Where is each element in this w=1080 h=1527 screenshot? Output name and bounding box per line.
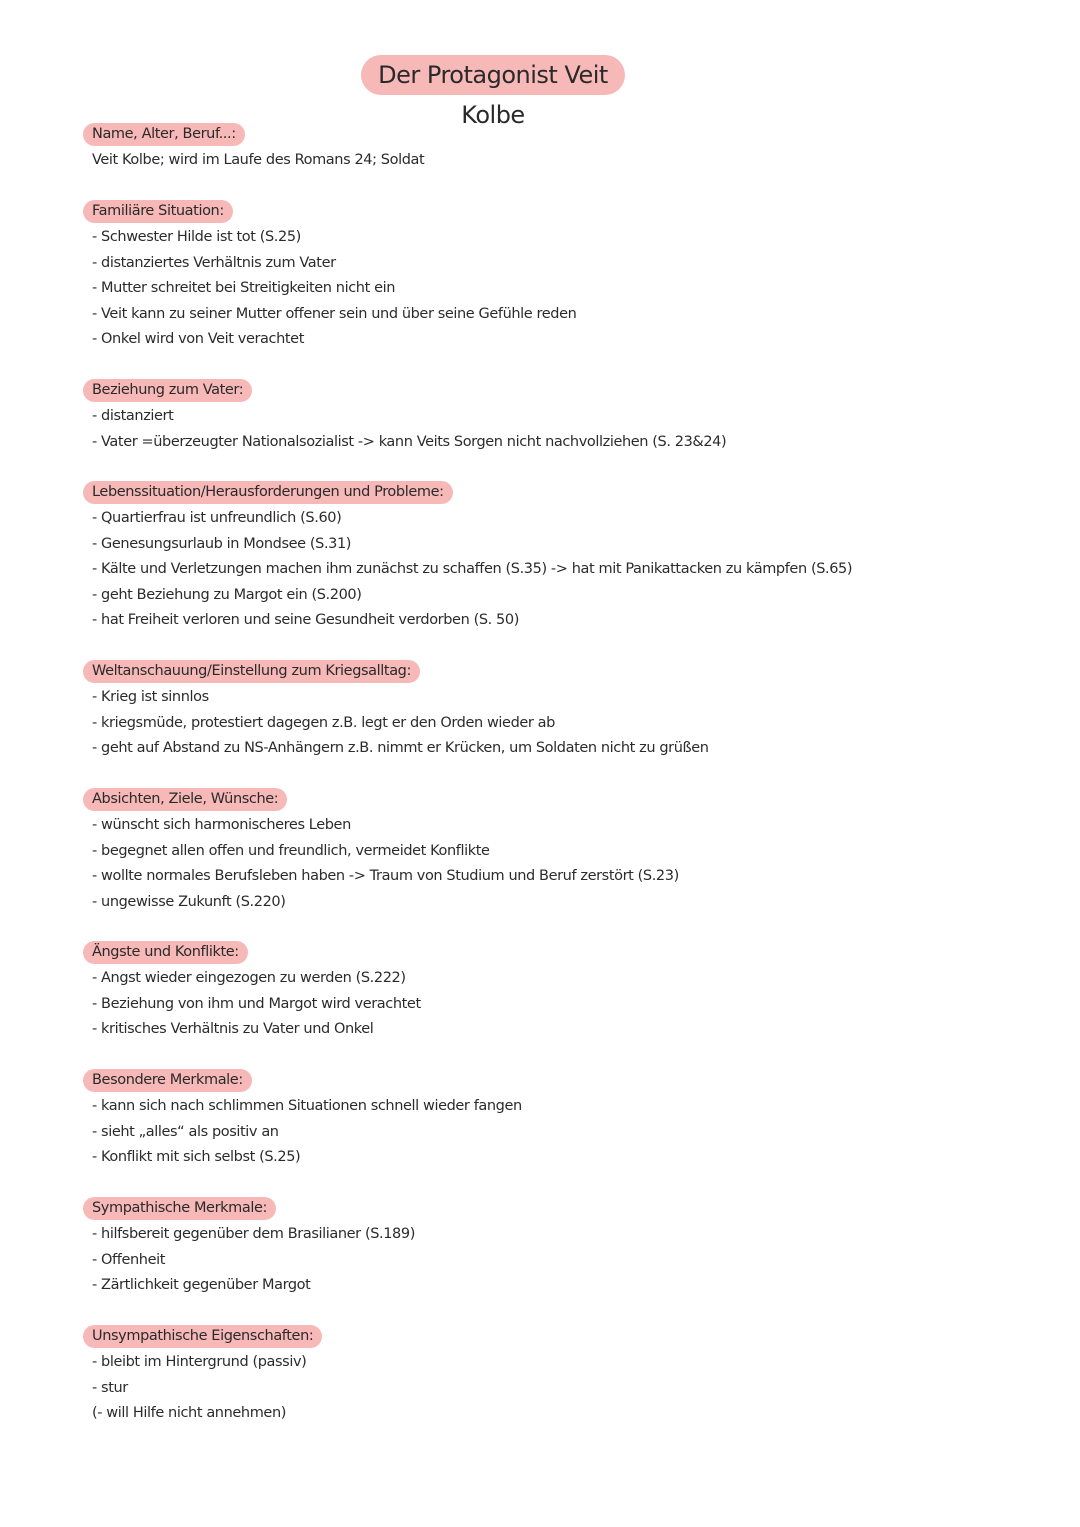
section-line: - distanziert [92,408,174,424]
section-line: - Onkel wird von Veit verachtet [92,331,304,348]
section-line: - Zärtlichkeit gegenüber Margot [92,1277,311,1294]
section-line: - Quartierfrau ist unfreundlich (S.60) [92,510,342,526]
section-lines [92,1094,522,1171]
section [83,481,852,634]
section-line: - bleibt im Hintergrund (passiv) [92,1354,307,1370]
section-line: - Krieg ist sinnlos [92,689,209,705]
section-lines [92,966,421,1043]
section [83,379,726,455]
section-lines [92,506,852,634]
section-line: - Konflikt mit sich selbst (S.25) [92,1149,301,1166]
section-line: - kriegsmüde, protestiert dagegen z.B. legt er den Orden wieder ab [92,714,555,731]
section-line: - sieht „alles“ als positiv an [92,1123,279,1140]
section [83,1069,522,1171]
section [83,660,709,762]
section-line: - Kälte und Verletzungen machen ihm zunächst zu schaffen (S.35) -> hat mit Panikattacken zu kämpfen (S.65) [92,561,853,578]
section-heading: Name, Alter, Beruf...: [83,123,245,146]
section-line: - Angst wieder eingezogen zu werden (S.222) [92,970,406,986]
section-line: - ungewisse Zukunft (S.220) [92,893,286,910]
section-line: - Mutter schreitet bei Streitigkeiten nicht ein [92,280,396,297]
section-heading: Weltanschauung/Einstellung zum Kriegsalltag: [83,660,420,683]
section [83,200,576,353]
section-heading: Ängste und Konflikte: [83,941,248,964]
section-line: - Beziehung von ihm und Margot wird verachtet [92,995,421,1012]
section-lines [92,685,709,762]
section-line: - begegnet allen offen und freundlich, vermeidet Konflikte [92,842,490,859]
section [83,1197,415,1299]
section-heading: Besondere Merkmale: [83,1069,252,1092]
section-heading: Familiäre Situation: [83,200,233,223]
section-lines [92,1222,415,1299]
section-line: - Vater =überzeugter Nationalsozialist -> kann Veits Sorgen nicht nachvollziehen (S. 23&24) [92,433,727,450]
section-line: - wollte normales Berufsleben haben -> Traum von Studium und Beruf zerstört (S.23) [92,868,679,885]
section-lines [92,1350,322,1427]
section [83,123,424,174]
section-line: - stur [92,1379,128,1396]
section-lines [92,148,424,174]
section-line: - hat Freiheit verloren und seine Gesundheit verdorben (S. 50) [92,612,519,629]
section-heading: Beziehung zum Vater: [83,379,252,402]
section [83,941,421,1043]
section [83,788,679,915]
section-line: - Offenheit [92,1251,165,1268]
section-line: - Veit kann zu seiner Mutter offener sein und über seine Gefühle reden [92,305,577,322]
section-line: - geht auf Abstand zu NS-Anhängern z.B. nimmt er Krücken, um Soldaten nicht zu grüßen [92,740,709,757]
section-line: - distanziertes Verhältnis zum Vater [92,254,336,271]
section-heading: Lebenssituation/Herausforderungen und Probleme: [83,481,453,504]
section-line: (- will Hilfe nicht annehmen) [92,1405,286,1422]
section-line: - geht Beziehung zu Margot ein (S.200) [92,586,362,603]
section-line: - hilfsbereit gegenüber dem Brasilianer (S.189) [92,1226,415,1242]
section-line: - wünscht sich harmonischeres Leben [92,817,351,833]
section-heading: Sympathische Merkmale: [83,1197,276,1220]
section-lines [92,813,679,915]
section-line: Veit Kolbe; wird im Laufe des Romans 24; Soldat [92,152,425,168]
section-line: - kann sich nach schlimmen Situationen schnell wieder fangen [92,1098,522,1114]
section-lines [92,404,726,455]
page-title: Der Protagonist Veit Kolbe [361,55,625,95]
section-line: - Genesungsurlaub in Mondsee (S.31) [92,535,352,552]
section-heading: Absichten, Ziele, Wünsche: [83,788,287,811]
section-lines [92,225,576,353]
section-heading: Unsympathische Eigenschaften: [83,1325,322,1348]
section [83,1325,322,1427]
section-line: - kritisches Verhältnis zu Vater und Onkel [92,1021,374,1038]
section-line: - Schwester Hilde ist tot (S.25) [92,229,301,245]
